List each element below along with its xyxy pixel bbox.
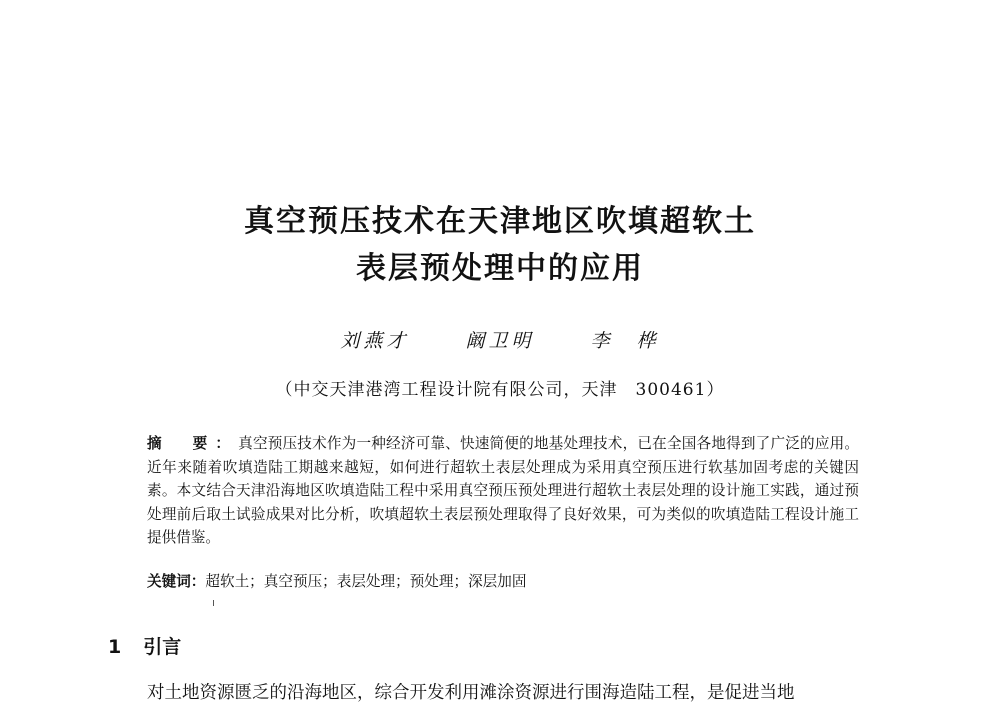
abstract-text: 真空预压技术作为一种经济可靠、快速简便的地基处理技术，已在全国各地得到了广泛的应用。近年来随着吹填造陆工期越来越短，如何进行超软土表层处理成为采用真空预压进行软基加固考虑的关键因素。本文结合天津沿海地区吹填造陆工程中采用真空预压预处理进行超软土表层处理的设计施工实践，通过预处理前后取土试验成果对比分析，吹填超软土表层预处理取得了良好效果，可为类似的吹填造陆工程设计施工提供借鉴。 — [147, 435, 859, 546]
author-name: 李 桦 — [590, 330, 660, 352]
abstract-label: 摘 要： — [147, 435, 239, 452]
keywords-text: 超软土；真空预压；表层处理；预处理；深层加固 — [205, 573, 527, 590]
keywords-label: 关键词： — [147, 573, 206, 590]
author-affiliation: （中交天津港湾工程设计院有限公司，天津 300461） — [275, 380, 725, 400]
author-name: 阚卫明 — [465, 330, 535, 352]
author-list — [0, 326, 1000, 353]
section-title: 引言 — [143, 636, 182, 658]
scan-artifact-mark — [213, 600, 214, 606]
section-number: 1 — [108, 636, 122, 658]
section-heading-introduction — [108, 632, 181, 659]
keywords — [147, 570, 859, 593]
author-name: 刘燕才 — [340, 330, 410, 352]
section-body-text: 对土地资源匮乏的沿海地区，综合开发利用滩涂资源进行围海造陆工程，是促进当地 — [147, 683, 795, 703]
paper-title-line-2: 表层预处理中的应用 — [356, 251, 644, 286]
abstract — [147, 432, 859, 550]
paper-title-line-1: 真空预压技术在天津地区吹填超软土 — [244, 204, 756, 239]
